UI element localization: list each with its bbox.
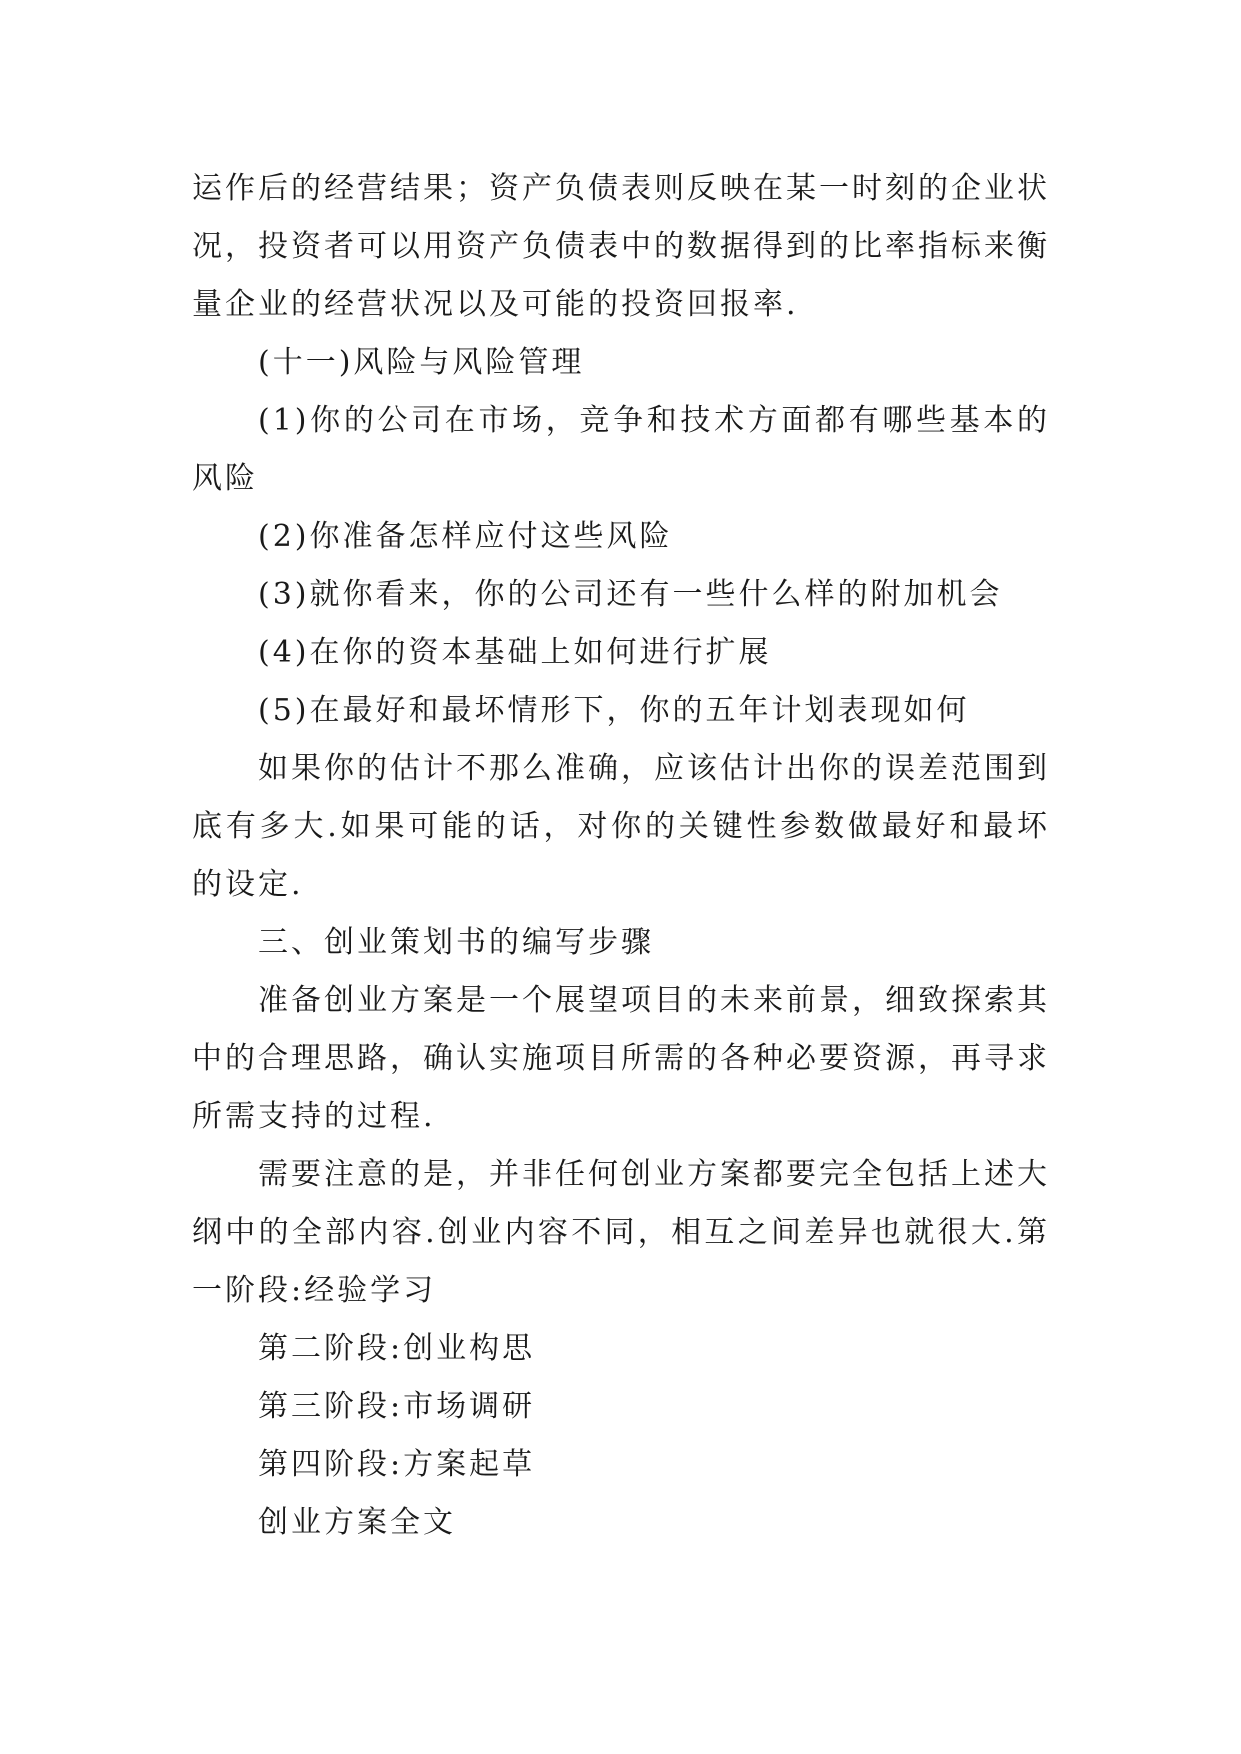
stage-item-4: 第四阶段:方案起草 [258,1447,536,1482]
paragraph-error-estimate: 如果你的估计不那么准确，应该估计出你的误差范围到底有多大.如果可能的话，对你的关键性参数做最好和最坏的设定. [192,751,1050,902]
list-item-risk-4: (4)在你的资本基础上如何进行扩展 [258,635,772,670]
section-heading-writing-steps: 三、创业策划书的编写步骤 [258,925,654,960]
section-heading-risk-management: (十一)风险与风险管理 [258,345,585,380]
stage-item-3: 第三阶段:市场调研 [258,1389,536,1424]
full-text-label: 创业方案全文 [258,1505,456,1540]
list-item-risk-2: (2)你准备怎样应付这些风险 [258,519,673,554]
paragraph-balance-sheet-continuation: 运作后的经营结果；资产负债表则反映在某一时刻的企业状况，投资者可以用资产负债表中的数据得到的比率指标来衡量企业的经营状况以及可能的投资回报率. [192,171,1050,322]
stage-item-2: 第二阶段:创业构思 [258,1331,536,1366]
list-item-risk-3: (3)就你看来，你的公司还有一些什么样的附加机会 [258,577,1003,612]
paragraph-preparation: 准备创业方案是一个展望项目的未来前景，细致探索其中的合理思路，确认实施项目所需的各种必要资源，再寻求所需支持的过程. [192,983,1050,1134]
document-body [192,160,1050,1552]
list-item-risk-5: (5)在最好和最坏情形下，你的五年计划表现如何 [258,693,970,728]
list-item-risk-1: (1)你的公司在市场，竞争和技术方面都有哪些基本的风险 [192,403,1050,496]
paragraph-notice: 需要注意的是，并非任何创业方案都要完全包括上述大纲中的全部内容.创业内容不同，相互之间差异也就很大.第一阶段:经验学习 [192,1157,1050,1308]
